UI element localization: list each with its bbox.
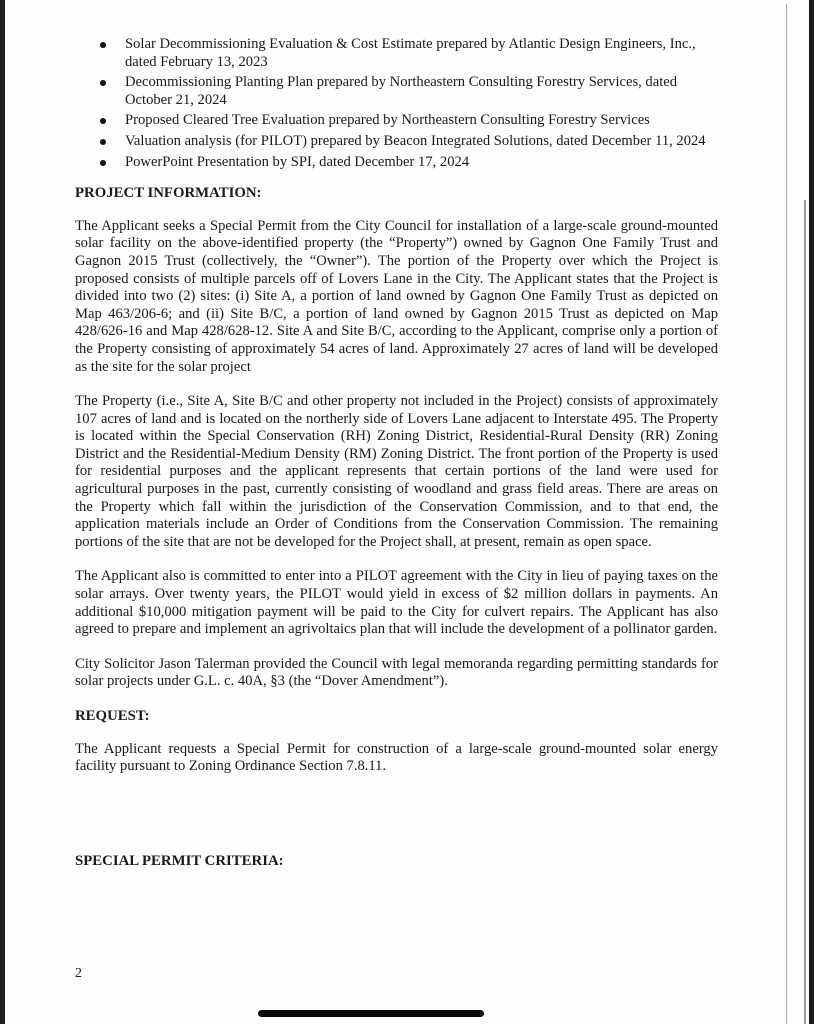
project-paragraph-applicant: The Applicant seeks a Special Permit from the City Council for installation of a large-scale ground-mounted solar facility on the above-identified property (the “Property”) owned by Gagnon One Family Trust and Gagnon 2015 Trust (collectively, the “Owner”). The portion of the Property over which the Project is proposed consists of multiple parcels off of Lovers Lane in the City. The Applicant states that the Project is divided into two (2) sites: (i) Site A, a portion of land owned by Gagnon One Family Trust as depicted on Map 463/206-6; and (ii) Site B/C, a portion of land owned by Gagnon 2015 Trust as depicted on Map 428/626-16 and Map 428/628-12. Site A and Site B/C, according to the Applicant, comprise only a portion of the Property consisting of approximately 54 acres of land. Approximately 27 acres of land will be developed as the site for the solar project [75, 217, 718, 375]
spacer [75, 793, 718, 839]
page-number: 2 [75, 966, 82, 981]
bullet-icon [100, 118, 106, 124]
reference-item: Solar Decommissioning Evaluation & Cost Estimate prepared by Atlantic Design Engineers, Inc., dated February 13, 2023 [75, 36, 718, 71]
bullet-icon [100, 80, 106, 86]
home-indicator-bar[interactable] [258, 1010, 484, 1017]
document-content [75, 36, 718, 885]
bullet-icon [100, 42, 106, 48]
bullet-icon [100, 160, 106, 166]
request-paragraph: The Applicant requests a Special Permit for construction of a large-scale ground-mounted solar energy facility pursuant to Zoning Ordinance Section 7.8.11. [75, 740, 718, 775]
special-permit-criteria-heading: SPECIAL PERMIT CRITERIA: [75, 852, 284, 869]
reference-item: Valuation analysis (for PILOT) prepared by Beacon Integrated Solutions, dated December 11, 2024 [75, 133, 718, 151]
scan-artifact-line [804, 200, 806, 1024]
project-paragraph-property: The Property (i.e., Site A, Site B/C and other property not included in the Project) consists of approximately 107 acres of land and is located on the northerly side of Lovers Lane adjacent to Interstate 495. The Property is located within the Special Conservation (RH) Zoning District, Residential-Rural Density (RR) Zoning District and the Residential-Medium Density (RM) Zoning District. The front portion of the Property is used for residential purposes and the applicant represents that certain portions of the land were used for agricultural purposes in the past, currently consisting of woodland and grass field areas. There are areas on the Property which fall within the jurisdiction of the Conservation Commission, and to that end, the application materials include an Order of Conditions from the Conservation Commission. The remaining portions of the site that are not be developed for the Project shall, at present, remain as open space. [75, 393, 718, 550]
reference-item: Proposed Cleared Tree Evaluation prepared by Northeastern Consulting Forestry Services [75, 112, 718, 130]
project-information-heading: PROJECT INFORMATION: [75, 185, 262, 202]
request-heading: REQUEST: [75, 708, 150, 724]
project-paragraph-solicitor: City Solicitor Jason Talerman provided the Council with legal memoranda regarding permitting standards for solar projects under G.L. c. 40A, §3 (the “Dover Amendment”). [75, 655, 718, 690]
reference-item: PowerPoint Presentation by SPI, dated December 17, 2024 [75, 154, 718, 172]
scan-artifact-line [786, 4, 787, 1024]
reference-item: Decommissioning Planting Plan prepared by Northeastern Consulting Forestry Services, dated October 21, 2024 [75, 74, 718, 109]
reference-list [75, 36, 718, 171]
document-page[interactable] [5, 0, 809, 1024]
bullet-icon [100, 139, 106, 145]
project-paragraph-pilot: The Applicant also is committed to enter into a PILOT agreement with the City in lieu of paying taxes on the solar arrays. Over twenty years, the PILOT would yield in excess of $2 million dollars in payments. An additional $10,000 mitigation payment will be paid to the City for culvert repairs. The Applicant has also agreed to prepare and implement an agrivoltaics plan that will include the development of a pollinator garden. [75, 568, 718, 638]
